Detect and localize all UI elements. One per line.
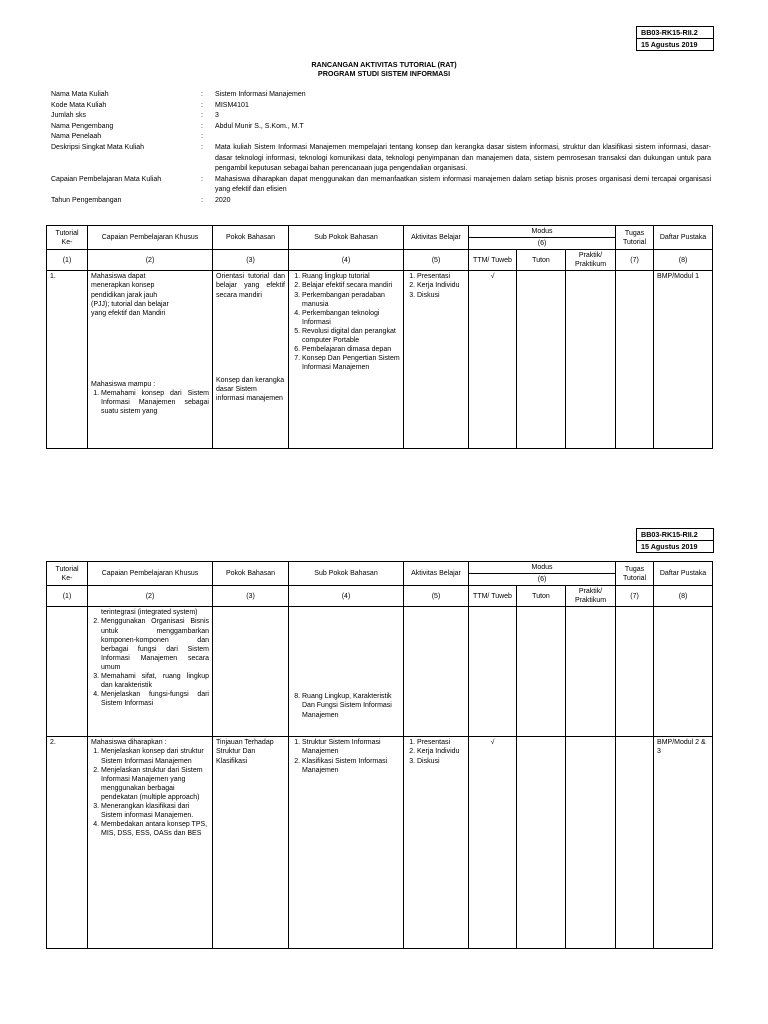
info-label: Nama Penelaah [51, 133, 102, 141]
col-number: (3) [213, 250, 289, 271]
list-item: 3. Diskusi [417, 291, 465, 300]
header-praktik: Praktik/ Praktikum [566, 586, 616, 607]
list-item: 2. Menggunakan Organisasi Bisnis untuk menggambarkan komponen-komponen dan berbagai fungsi dari Sistem Informasi Manajemen secara umum [101, 617, 209, 672]
document-date: 15 Agustus 2019 [637, 38, 713, 50]
col-number: (5) [404, 586, 469, 607]
header-capaian: Capaian Pembelajaran Khusus [88, 562, 213, 586]
tuton-cell [517, 271, 566, 449]
tugas-cell [616, 271, 654, 449]
header-aktivitas: Aktivitas Belajar [404, 562, 469, 586]
ttm-cell [469, 607, 517, 737]
info-value: Mata kuliah Sistem Informasi Manajemen mempelajari tentang konsep dan kerangka dasar sistem informasi, struktur dan klasifikasi sistem informasi, dasar-dasar teknologi informasi, teknologi komunikasi data, teknologi penyimpanan dan manajemen data, sistem pemrosesan transaksi dan dukungan untuk para pengambil keputusan sebagai bahan perencanaan juga pengendalian organisasi. [215, 143, 711, 173]
info-value: MISM4101 [215, 101, 249, 109]
info-row: Tahun Pengembangan : 2020 [51, 196, 711, 207]
tugas-cell [616, 737, 654, 949]
col-number: (3) [213, 586, 289, 607]
col-number: (1) [47, 586, 88, 607]
capaian-cell [88, 737, 213, 949]
tugas-cell [616, 607, 654, 737]
pokok-text: Konsep dan kerangka dasar Sistem informasi manajemen [216, 376, 285, 402]
pustaka-cell: BMP/Modul 2 & 3 [654, 737, 713, 949]
info-value [215, 132, 711, 143]
info-row: Nama Pengembang : Abdul Munir S., S.Kom., M.T [51, 122, 711, 133]
tutorial-number: 1. [47, 271, 88, 449]
pokok-text: Orientasi tutorial dan belajar yang efektif secara mandiri [216, 273, 285, 299]
table-row [47, 607, 713, 737]
list-item: 1. Struktur Sistem Informasi Manajemen [302, 738, 400, 756]
list-item: 3. Perkembangan peradaban manusia [302, 291, 400, 309]
document-code: BB03-RK15-RII.2 [641, 28, 698, 37]
header-pokok: Pokok Bahasan [213, 226, 289, 250]
ttm-check: √ [469, 271, 517, 449]
sub-pokok-cell [289, 271, 404, 449]
info-row: Deskripsi Singkat Mata Kuliah : Mata kuliah Sistem Informasi Manajemen mempelajari tentang konsep dan kerangka dasar sistem informasi, struktur dan klasifikasi sistem informasi, dasar-dasar teknologi informasi, teknologi komunikasi data, teknologi penyimpanan dan manajemen data, sistem pemrosesan transaksi dan dukungan untuk para pengambil keputusan sebagai bahan perencanaan juga pengendalian organisasi. [51, 143, 711, 175]
info-row: Capaian Pembelajaran Mata Kuliah : Mahasiswa diharapkan dapat menggunakan dan memanfaatkan sistem informasi manajemen dalam setiap bisnis proses organisasi demi tercapai organisasi yang efektif dan efisien [51, 175, 711, 196]
document-code: BB03-RK15-RII.2 [641, 530, 698, 539]
pokok-cell: Tinjauan Terhadap Struktur Dan Klasifikasi [213, 737, 289, 949]
header-tutorial: Tutorial Ke- [47, 562, 88, 586]
col-number: (8) [654, 250, 713, 271]
info-value: Mahasiswa diharapkan dapat menggunakan dan memanfaatkan sistem informasi manajemen dalam setiap bisnis proses organisasi demi tercapai organisasi yang efektif dan efisien [215, 175, 711, 194]
header-tugas: Tugas Tutorial [616, 562, 654, 586]
sub-pokok-cell [289, 737, 404, 949]
info-value: Sistem Informasi Manajemen [215, 91, 306, 98]
col-number: (7) [616, 250, 654, 271]
aktivitas-cell [404, 607, 469, 737]
table-row [47, 737, 713, 949]
header-tugas: Tugas Tutorial [616, 226, 654, 250]
tutorial-number [47, 607, 88, 737]
pustaka-cell: BMP/Modul 1 [654, 271, 713, 449]
capaian-intro: Mahasiswa mampu : [91, 380, 156, 388]
header-ttm: TTM/ Tuweb [469, 250, 517, 271]
list-item: 2. Kerja Individu [417, 281, 465, 290]
info-label: Nama Mata Kuliah [51, 91, 109, 98]
rat-table-page-2 [46, 561, 713, 949]
header-pokok: Pokok Bahasan [213, 562, 289, 586]
col-number: (7) [616, 586, 654, 607]
info-label: Tahun Pengembangan [51, 196, 122, 204]
tutorial-number: 2. [47, 737, 88, 949]
document-code-box [636, 528, 714, 553]
capaian-cell [88, 271, 213, 449]
col-number: (1) [47, 250, 88, 271]
header-ttm: TTM/ Tuweb [469, 586, 517, 607]
pokok-cell [213, 607, 289, 737]
info-label: Jumlah sks [51, 112, 87, 120]
info-label: Nama Pengembang [51, 122, 114, 130]
info-row: Jumlah sks : 3 [51, 111, 711, 122]
col-number: (8) [654, 586, 713, 607]
list-item: 1. Presentasi [417, 272, 465, 281]
pustaka-cell [654, 607, 713, 737]
list-item: 2. Belajar efektif secara mandiri [302, 281, 400, 290]
capaian-text: Mahasiswa dapat menerapkan konsep pendidikan jarak jauh (PJJ); tutorial dan belajar yang efektif dan Mandiri [91, 273, 169, 317]
info-row: Kode Mata Kuliah : MISM4101 [51, 101, 711, 112]
title-line-2: PROGRAM STUDI SISTEM INFORMASI [317, 69, 451, 78]
info-label: Capaian Pembelajaran Mata Kuliah [51, 175, 162, 183]
aktivitas-cell [404, 737, 469, 949]
header-tuton: Tuton [517, 586, 566, 607]
list-item: 4. Membedakan antara konsep TPS, MIS, DSS, ESS, OASs dan BES [101, 820, 209, 838]
header-praktik: Praktik/ Praktikum [566, 250, 616, 271]
page-title [0, 60, 768, 78]
info-row: Nama Penelaah : [51, 132, 711, 143]
tuton-cell [517, 737, 566, 949]
header-sub-pokok: Sub Pokok Bahasan [289, 226, 404, 250]
header-sub-pokok: Sub Pokok Bahasan [289, 562, 404, 586]
info-value: 3 [215, 112, 219, 120]
info-label: Kode Mata Kuliah [51, 101, 107, 109]
header-tutorial: Tutorial Ke- [47, 226, 88, 250]
title-line-1: RANCANGAN AKTIVITAS TUTORIAL (RAT) [311, 60, 457, 69]
praktik-cell [566, 737, 616, 949]
header-modus-number: (6) [469, 574, 616, 586]
col-number: (4) [289, 586, 404, 607]
list-item: 8. Ruang Lingkup, Karakteristik Dan Fungsi Sistem Informasi Manajemen [302, 692, 400, 719]
list-item: 4. Perkembangan teknologi Informasi [302, 309, 400, 327]
col-number: (5) [404, 250, 469, 271]
header-capaian: Capaian Pembelajaran Khusus [88, 226, 213, 250]
course-info [51, 90, 711, 207]
col-number: (2) [88, 250, 213, 271]
header-aktivitas: Aktivitas Belajar [404, 226, 469, 250]
document-date: 15 Agustus 2019 [637, 540, 713, 552]
tuton-cell [517, 607, 566, 737]
col-number: (2) [88, 586, 213, 607]
list-item: 6. Pembelajaran dimasa depan [302, 345, 400, 354]
list-item: 1. Memahami konsep dari Sistem Informasi Manajemen sebagai suatu sistem yang [101, 389, 209, 416]
ttm-check: √ [469, 737, 517, 949]
list-item: 2. Klasifikasi Sistem Informasi Manajemen [302, 757, 400, 775]
praktik-cell [566, 271, 616, 449]
list-item: 1. Presentasi [417, 738, 465, 747]
header-modus: Modus [469, 562, 616, 574]
header-modus: Modus [469, 226, 616, 238]
header-modus-number: (6) [469, 238, 616, 250]
info-row: Nama Mata Kuliah : Sistem Informasi Manajemen [51, 90, 711, 101]
capaian-cell [88, 607, 213, 737]
col-number: (4) [289, 250, 404, 271]
list-item: 1. Menjelaskan konsep dari struktur Sistem Informasi Manajemen [101, 747, 209, 765]
list-item: 4. Menjelaskan fungsi-fungsi dari Sistem Informasi [101, 690, 209, 708]
header-daftar: Daftar Pustaka [654, 562, 713, 586]
list-item: 3. Menerangkan klasifikasi dari Sistem informasi Manajemen. [101, 802, 209, 820]
list-item: 3. Memahami sifat, ruang lingkup dan karakteristik [101, 672, 209, 690]
list-item: 1. Ruang lingkup tutorial [302, 272, 400, 281]
info-label: Deskripsi Singkat Mata Kuliah [51, 143, 144, 151]
header-daftar: Daftar Pustaka [654, 226, 713, 250]
rat-table-page-1 [46, 225, 713, 449]
list-item: 5. Revolusi digital dan perangkat computer Portable [302, 327, 400, 345]
sub-pokok-cell [289, 607, 404, 737]
list-item: 2. Menjelaskan struktur dari Sistem Informasi Manajemen yang menggunakan berbagai pendekatan (multiple approach) [101, 766, 209, 802]
header-tuton: Tuton [517, 250, 566, 271]
pokok-cell [213, 271, 289, 449]
list-item: 7. Konsep Dan Pengertian Sistem Informasi Manajemen [302, 354, 400, 372]
table-row [47, 271, 713, 449]
list-item: 3. Diskusi [417, 757, 465, 766]
info-value: 2020 [215, 196, 231, 204]
document-code-box [636, 26, 714, 51]
aktivitas-cell [404, 271, 469, 449]
capaian-text: terintegrasi (integrated system) [101, 609, 198, 617]
capaian-intro: Mahasiswa diharapkan : [91, 739, 167, 747]
praktik-cell [566, 607, 616, 737]
list-item: 2. Kerja Individu [417, 747, 465, 756]
info-value: Abdul Munir S., S.Kom., M.T [215, 122, 304, 130]
